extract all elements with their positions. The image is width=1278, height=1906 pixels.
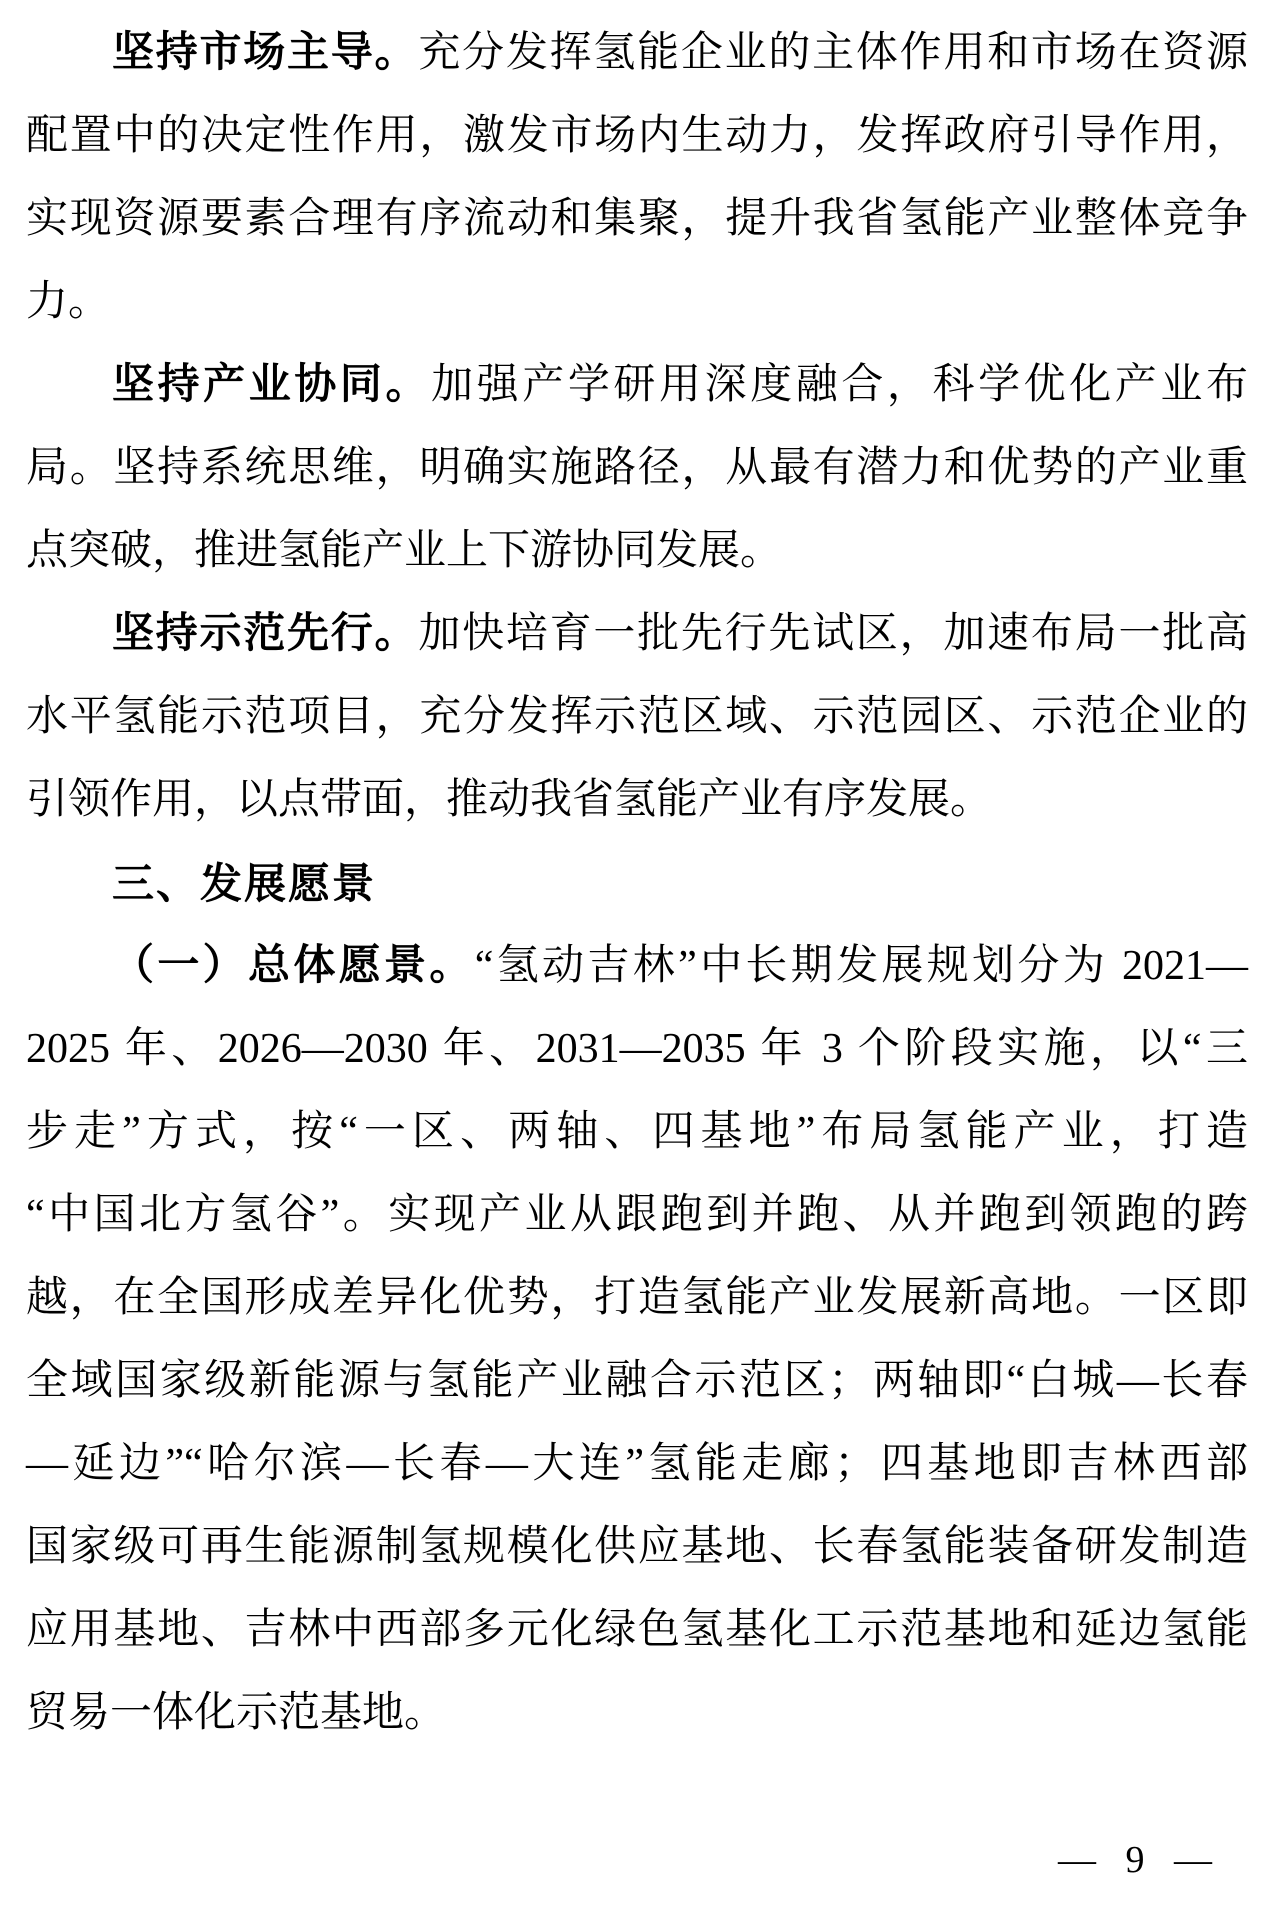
text-segment: 引领作用，以点带面，推动我省氢能产业有序发展。 (26, 777, 993, 823)
text-segment: 三、发展愿景 (112, 860, 377, 907)
text-segment: 充分发挥氢能企业的主体作用和市场在资源 (418, 30, 1248, 76)
text-line (26, 1091, 1248, 1174)
paragraph-lead: 坚持产业协同。 (112, 362, 432, 408)
text-line (26, 261, 1248, 344)
text-line (26, 510, 1248, 593)
text-segment: 应用基地、吉林中西部多元化绿色氢基化工示范基地和延边氢能 (26, 1607, 1248, 1653)
paragraph-lead: 坚持市场主导。 (112, 30, 419, 76)
text-line (26, 925, 1248, 1008)
text-segment: 局。坚持系统思维，明确实施路径，从最有潜力和优势的产业重 (26, 445, 1248, 491)
text-segment: 力。 (26, 279, 111, 325)
text-line (26, 676, 1248, 759)
text-segment: 贸易一体化示范基地。 (26, 1690, 447, 1736)
text-line (26, 95, 1248, 178)
text-line (26, 1257, 1248, 1340)
text-line (26, 1174, 1248, 1257)
text-segment: 加快培育一批先行先试区，加速布局一批高 (418, 611, 1248, 657)
text-segment: —延边”“哈尔滨—长春—大连”氢能走廊；四基地即吉林西部 (26, 1441, 1248, 1487)
text-line (26, 1423, 1248, 1506)
text-segment: 配置中的决定性作用，激发市场内生动力，发挥政府引导作用， (26, 113, 1248, 159)
text-line (26, 593, 1248, 676)
text-line (26, 1589, 1248, 1672)
text-segment: 点突破，推进氢能产业上下游协同发展。 (26, 528, 783, 574)
text-line (26, 12, 1248, 95)
text-line (26, 1672, 1248, 1755)
page-number: — 9 — (1058, 1839, 1222, 1881)
text-segment: 越，在全国形成差异化优势，打造氢能产业发展新高地。一区即 (26, 1275, 1248, 1321)
text-line (26, 427, 1248, 510)
section-heading (26, 842, 1248, 925)
text-segment: “氢动吉林”中长期发展规划分为 2021— (474, 943, 1248, 989)
text-line (26, 1340, 1248, 1423)
text-line (26, 1008, 1248, 1091)
text-line (26, 1506, 1248, 1589)
text-segment: 2025 年、2026—2030 年、2031—2035 年 3 个阶段实施，以“三 (26, 1026, 1248, 1072)
text-line (26, 178, 1248, 261)
text-segment: 加强产学研用深度融合，科学优化产业布 (431, 362, 1248, 408)
text-segment: 国家级可再生能源制氢规模化供应基地、长春氢能装备研发制造 (26, 1524, 1248, 1570)
paragraph-lead: 坚持示范先行。 (112, 611, 419, 657)
text-segment: 水平氢能示范项目，充分发挥示范区域、示范园区、示范企业的 (26, 694, 1248, 740)
text-segment: 全域国家级新能源与氢能产业融合示范区；两轴即“白城—长春 (26, 1358, 1248, 1404)
text-line (26, 344, 1248, 427)
text-line (26, 759, 1248, 842)
text-segment: 步走”方式，按“一区、两轴、四基地”布局氢能产业，打造 (26, 1109, 1248, 1155)
text-segment: “中国北方氢谷”。实现产业从跟跑到并跑、从并跑到领跑的跨 (26, 1192, 1248, 1238)
paragraph-lead: （一）总体愿景。 (112, 943, 475, 989)
text-segment: 实现资源要素合理有序流动和集聚，提升我省氢能产业整体竞争 (26, 196, 1248, 242)
document-body (26, 12, 1248, 1755)
